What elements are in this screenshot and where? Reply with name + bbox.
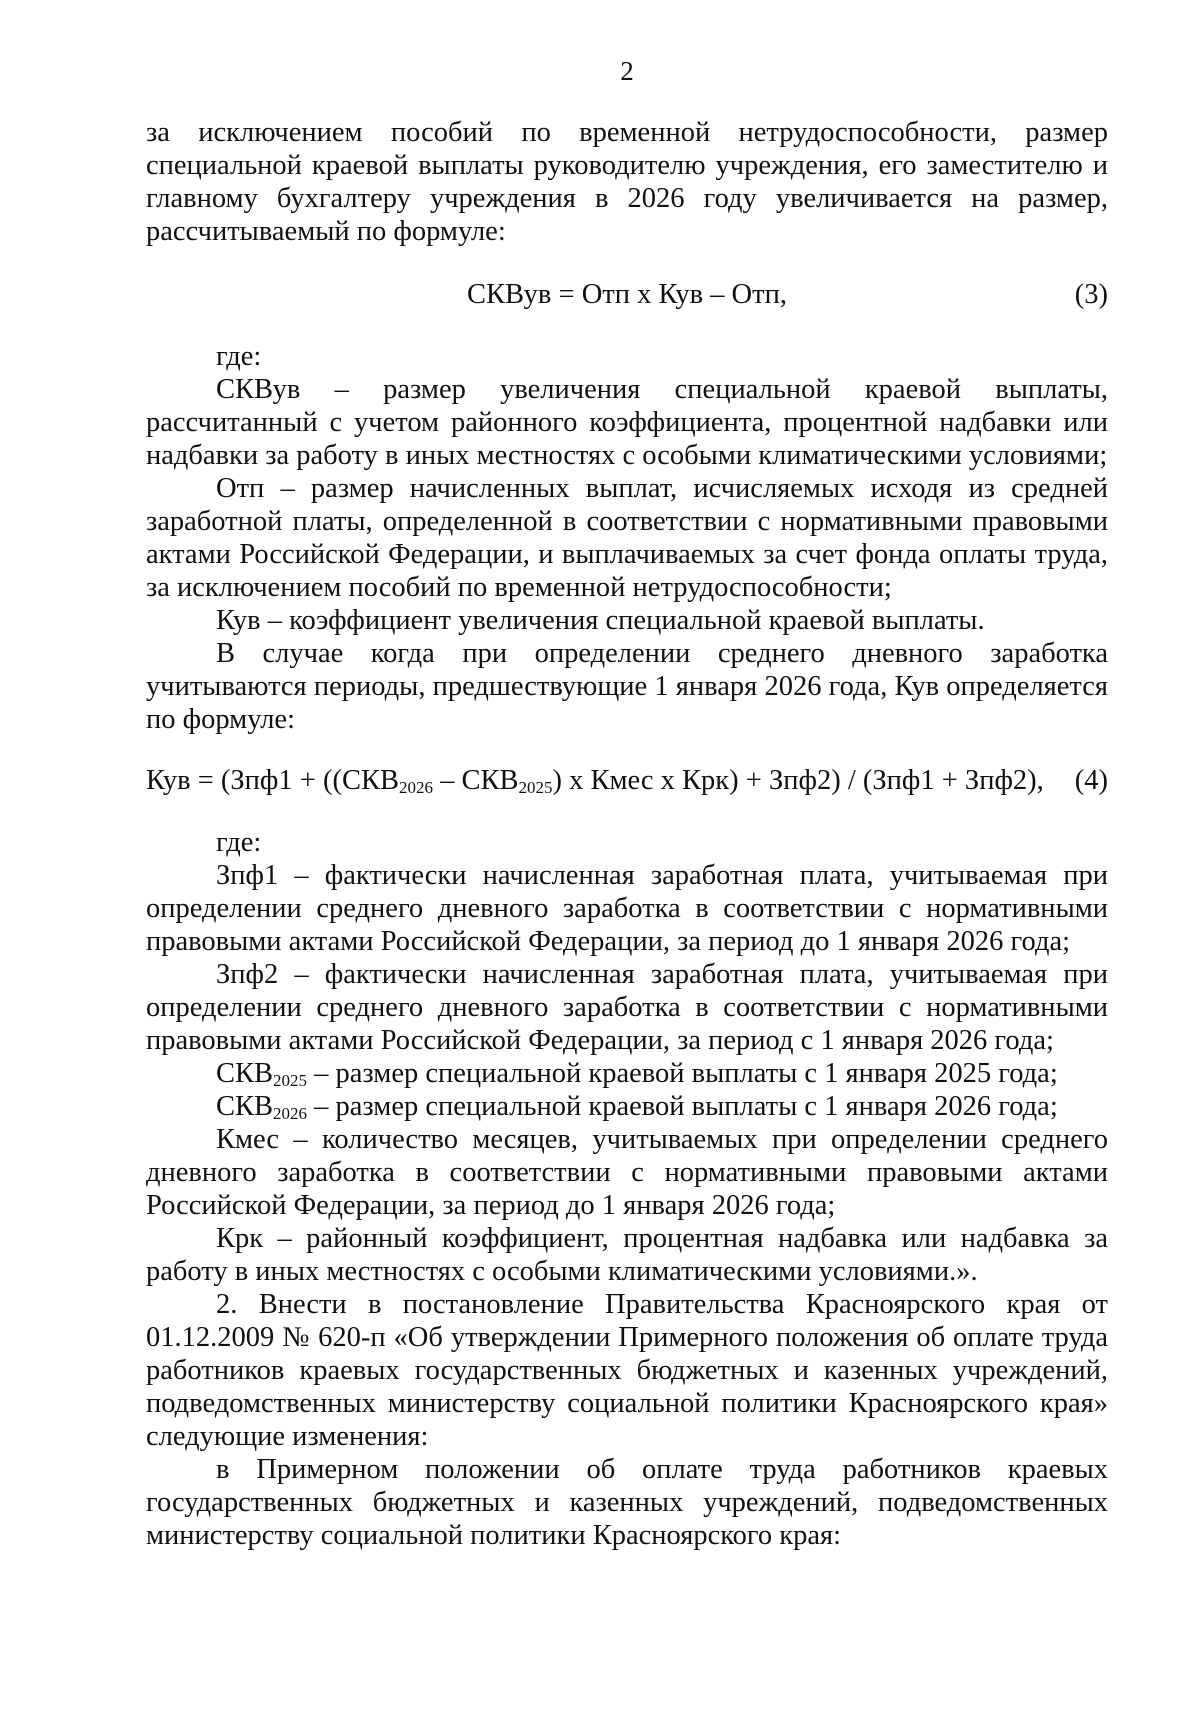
definition-skv2026: $СКВ_{2026}$ – размер специальной краевой выплаты с 1 января 2026 года; (216, 1091, 1058, 1123)
item-2-subparagraph: в Примерном положении об оплате труда работников краевых государственных бюджетных и казенных учреждений, подведомственных министерству социальной политики Красноярского края: (146, 1454, 1108, 1551)
definition-skv2025: $СКВ_{2025}$ – размер специальной краевой выплаты с 1 января 2025 года; (216, 1058, 1058, 1090)
where-label-1: где: (216, 341, 262, 372)
formula-4 (146, 764, 1108, 800)
formula-3-text: СКВув = Отп х Кув – Отп, (467, 279, 787, 310)
definition-skvuv: СКВув – размер увеличения специальной краевой выплаты, рассчитанный с учетом районного коэффициента, процентной надбавки или надбавки за работу в иных местностях с особыми климатическими условиями; (146, 374, 1108, 471)
formula-3 (146, 278, 1108, 314)
definition-krk: Крк – районный коэффициент, процентная надбавка или надбавка за работу в иных местностях с особыми климатическими условиями.». (146, 1223, 1108, 1287)
case-paragraph: В случае когда при определении среднего дневного заработка учитываются периоды, предшествующие 1 января 2026 года, Кув определяется по формуле: (146, 638, 1108, 735)
formula-4-text: Кув = ($Зпф1 + ((СКВ_{2026} - СКВ_{2025})$ х Кмес х Крк) + Зпф2) / (Зпф1 + Зпф2), (146, 765, 1044, 797)
formula-4-number: (4) (1074, 765, 1108, 796)
document-body (146, 116, 1108, 1552)
intro-paragraph: за исключением пособий по временной нетрудоспособности, размер специальной краевой выплаты руководителю учреждения, его заместителю и главному бухгалтеру учреждения в 2026 году увеличивается на размер, рассчитываемый по формуле: (146, 117, 1108, 247)
definition-kuv: Кув – коэффициент увеличения специальной краевой выплаты. (216, 605, 985, 636)
definition-zpf1: Зпф1 – фактически начисленная заработная плата, учитываемая при определении среднего дневного заработка в соответствии с нормативными правовыми актами Российской Федерации, за период до 1 января 2026 года; (146, 860, 1108, 957)
formula-3-number: (3) (1074, 279, 1108, 310)
definition-kmes: Кмес – количество месяцев, учитываемых при определении среднего дневного заработка в соответствии с нормативными правовыми актами Российской Федерации, за период до 1 января 2026 года; (146, 1124, 1108, 1221)
where-label-2: где: (216, 827, 262, 858)
definition-zpf2: Зпф2 – фактически начисленная заработная плата, учитываемая при определении среднего дневного заработка в соответствии с нормативными правовыми актами Российской Федерации, за период с 1 января 2026 года; (146, 959, 1108, 1056)
page-number: 2 (620, 56, 634, 86)
definition-otp: Отп – размер начисленных выплат, исчисляемых исходя из средней заработной платы, определенной в соответствии с нормативными правовыми актами Российской Федерации, и выплачиваемых за счет фонда оплаты труда, за исключением пособий по временной нетрудоспособности; (146, 473, 1108, 603)
item-2-paragraph: 2. Внести в постановление Правительства Красноярского края от 01.12.2009 № 620-п «Об утверждении Примерного положения об оплате труда работников краевых государственных бюджетных и казенных учреждений, подведомственных министерству социальной политики Красноярского края» следующие изменения: (146, 1289, 1108, 1452)
